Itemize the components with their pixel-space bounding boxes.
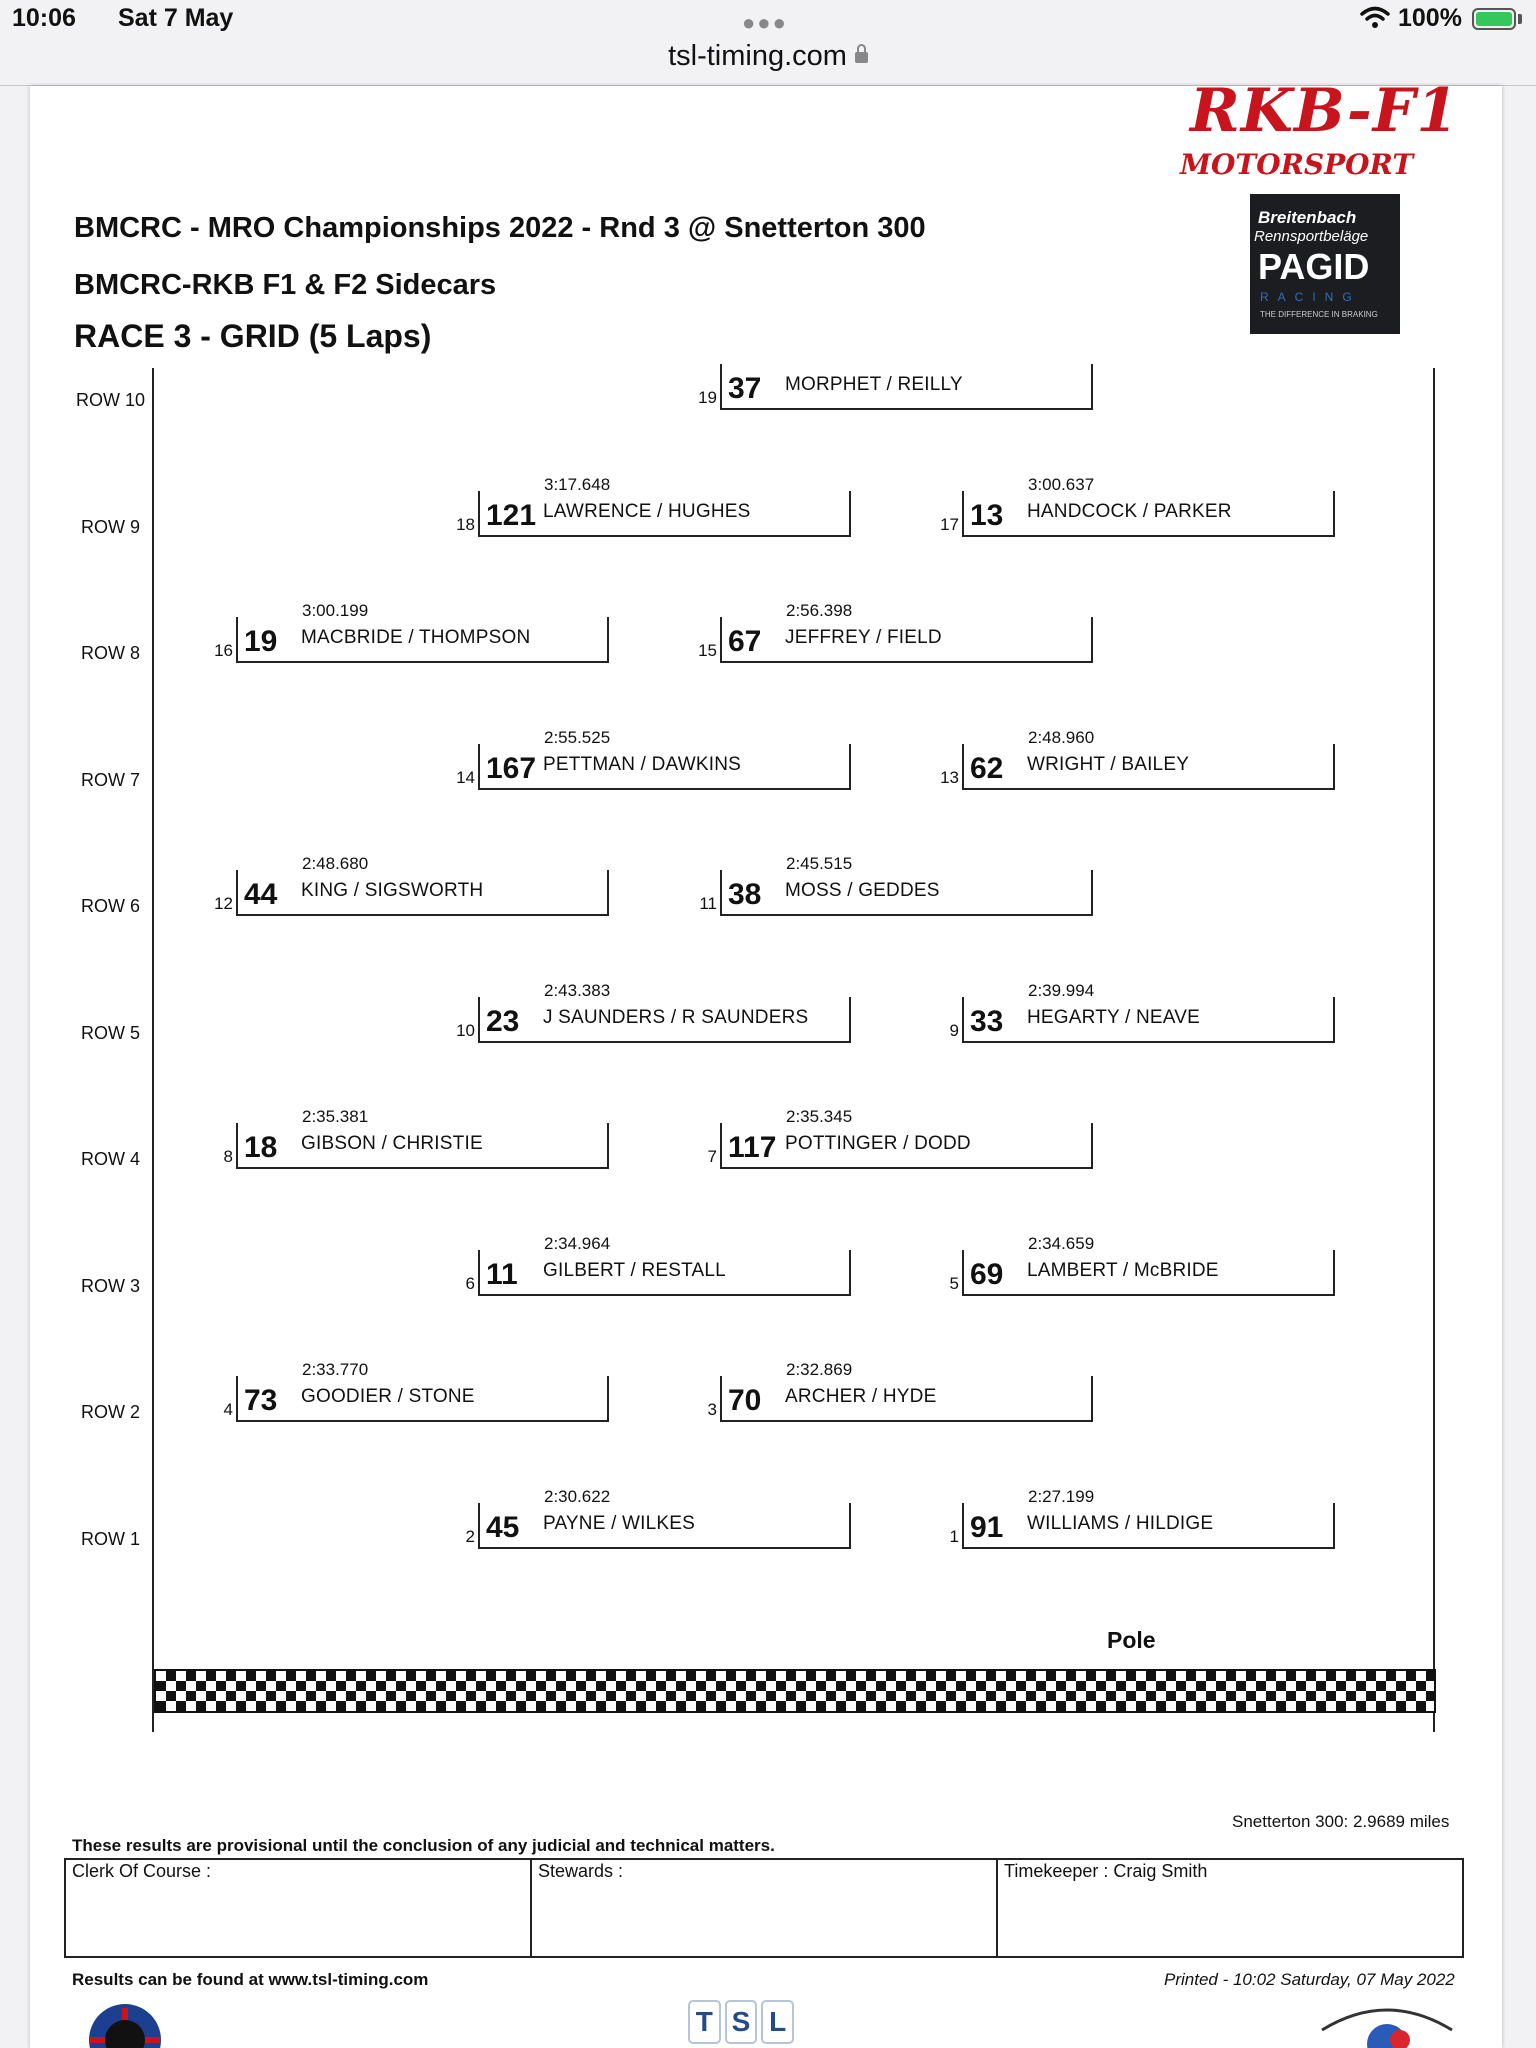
qualifying-time: 2:55.525 [544,727,611,747]
pole-label: Pole [1107,1627,1156,1653]
bmcrc-logo [70,2000,180,2048]
grid-position: 16 [214,641,233,660]
qualifying-time: 2:39.994 [1028,980,1095,1000]
grid-position: 12 [214,894,233,913]
race-number: 73 [244,1384,278,1417]
multitasking-dots-icon[interactable]: ●●● [742,10,788,35]
race-number: 62 [970,751,1004,785]
crew-names: WILLIAMS / HILDIGE [1027,1512,1214,1534]
crew-names: MACBRIDE / THOMPSON [301,627,531,648]
grid-slot [720,617,1093,663]
crew-names: MORPHET / REILLY [785,374,963,395]
timekeeper-cell: Timekeeper : Craig Smith [1004,1861,1208,1881]
race-number: 45 [486,1510,520,1544]
grid-position: 15 [698,641,717,660]
row-label: ROW 4 [81,1149,141,1169]
grid-slot [962,491,1335,537]
grid-slot [236,1376,609,1422]
crew-names: POTTINGER / DODD [785,1133,971,1154]
grid-position: 10 [456,1020,475,1040]
status-bar [0,0,1536,40]
class-title: BMCRC-RKB F1 & F2 Sidecars [74,269,497,301]
race-number: 70 [728,1384,762,1417]
officials-table [64,1858,1464,1958]
grid-position: 5 [949,1273,959,1293]
qualifying-time: 3:00.199 [302,601,369,620]
row-label: ROW 3 [81,1275,141,1296]
row-label: ROW 10 [76,390,146,410]
race-number: 91 [970,1510,1004,1544]
grid-position: 9 [949,1020,959,1040]
race-number: 38 [728,878,762,911]
race-number: 19 [244,625,278,658]
checkered-start-line [154,1669,1436,1713]
qualifying-time: 2:56.398 [786,601,853,620]
results-page [30,86,1502,2048]
qualifying-time: 2:43.383 [544,980,611,1000]
url-bar[interactable] [0,40,1536,86]
grid-slot [720,364,1093,410]
grid-position: 1 [949,1526,959,1546]
crew-names: GIBSON / CHRISTIE [301,1133,483,1154]
grid-position: 13 [940,767,959,787]
qualifying-time: 2:30.622 [544,1486,611,1506]
grid-position: 17 [940,514,959,534]
race-number: 69 [970,1257,1004,1291]
stewards-cell: Stewards : [532,1860,998,1956]
race-number: 11 [486,1257,518,1291]
grid-slot [236,870,609,916]
grid-position: 7 [707,1147,717,1166]
grid-position: 11 [699,894,717,913]
race-number: 117 [728,1131,777,1164]
race-number: 18 [244,1131,278,1164]
lock-icon [855,52,868,63]
grid-right-line [1433,368,1435,1732]
grid-left-line [152,368,154,1732]
status-time: 10:06 [12,4,76,32]
qualifying-time: 2:45.515 [786,854,853,873]
grid-slot [478,997,851,1043]
qualifying-time: 3:00.637 [1028,474,1095,494]
grid-slot [720,870,1093,916]
grid-position: 14 [456,767,475,787]
crew-names: J SAUNDERS / R SAUNDERS [543,1006,809,1028]
race-number: 33 [970,1004,1004,1038]
provisional-notice: These results are provisional until the conclusion of any judicial and technical matters. [72,1836,775,1855]
grid-slot [962,1503,1335,1549]
qualifying-time: 2:48.960 [1028,727,1095,747]
crew-names: PAYNE / WILKES [543,1512,696,1534]
row-label: ROW 6 [81,896,141,916]
qualifying-time: 2:34.659 [1028,1233,1095,1253]
event-title: BMCRC - MRO Championships 2022 - Rnd 3 @ Snetterton 300 [74,212,926,244]
grid-slot [478,1503,851,1549]
grid-position: 18 [456,514,475,534]
rkb-f1-logo: RKB-F1 MOTORSPORT [1180,86,1460,181]
grid-position: 6 [465,1273,475,1293]
printed-timestamp: Printed - 10:02 Saturday, 07 May 2022 [1164,1970,1455,1989]
grid-position: 3 [707,1400,717,1419]
row-label: ROW 9 [81,516,141,537]
row-label: ROW 2 [81,1402,141,1422]
row-label: ROW 7 [81,769,141,790]
race-number: 23 [486,1004,520,1038]
pagid-logo: Breitenbach Rennsportbeläge PAGID RACING THE DIFFERENCE IN BRAKING [1250,194,1400,334]
grid-position: 8 [223,1147,233,1166]
grid-position: 19 [698,388,717,407]
battery-cap [1518,14,1522,24]
grid-slot [236,617,609,663]
tsl-logo: T S L [688,2000,794,2044]
grid-slot [236,1123,609,1169]
crew-names: MOSS / GEDDES [785,880,940,901]
track-length: Snetterton 300: 2.9689 miles [1232,1812,1450,1831]
qualifying-time: 2:48.680 [302,854,369,873]
qualifying-time: 2:35.381 [302,1107,369,1126]
grid-slot [962,1250,1335,1296]
grid-slot [962,744,1335,790]
crew-names: JEFFREY / FIELD [785,627,942,648]
qualifying-time: 2:34.964 [544,1233,611,1253]
race-number: 67 [728,625,762,658]
crew-names: WRIGHT / BAILEY [1027,753,1190,775]
race-title: RACE 3 - GRID (5 Laps) [74,318,432,354]
race-number: 167 [486,751,537,785]
crew-names: LAMBERT / McBRIDE [1027,1259,1219,1281]
grid-slot [478,491,851,537]
race-number: 37 [728,372,762,405]
grid-slot [720,1376,1093,1422]
clerk-of-course-cell: Clerk Of Course : [66,1860,532,1956]
qualifying-time: 2:33.770 [302,1360,369,1379]
qualifying-time: 3:17.648 [544,474,611,494]
qualifying-time: 2:32.869 [786,1360,853,1379]
qualifying-time: 2:27.199 [1028,1486,1095,1506]
crew-names: KING / SIGSWORTH [301,880,484,901]
race-number: 121 [486,498,537,532]
battery-icon [1472,8,1516,30]
results-url: Results can be found at www.tsl-timing.com [72,1970,429,1989]
row-label: ROW 5 [81,1022,141,1043]
status-date: Sat 7 May [118,4,234,32]
race-number: 13 [970,498,1004,532]
grid-slot [962,997,1335,1043]
grid-slot [720,1123,1093,1169]
crew-names: GILBERT / RESTALL [543,1259,726,1281]
crew-names: PETTMAN / DAWKINS [543,753,741,775]
battery-percent: 100% [1398,4,1462,32]
row-label: ROW 8 [81,643,141,663]
crew-names: HEGARTY / NEAVE [1027,1006,1200,1028]
mro-logo [1312,2000,1462,2048]
grid-position: 2 [465,1526,475,1546]
race-number: 44 [244,878,278,911]
row-label: ROW 1 [81,1528,141,1549]
grid-slot [478,1250,851,1296]
crew-names: GOODIER / STONE [301,1386,475,1407]
wifi-icon [1360,6,1390,30]
url-text[interactable]: tsl-timing.com [668,40,847,72]
grid-position: 4 [223,1400,233,1419]
crew-names: LAWRENCE / HUGHES [543,500,751,522]
crew-names: HANDCOCK / PARKER [1027,500,1232,522]
grid-slot [478,744,851,790]
crew-names: ARCHER / HYDE [785,1386,937,1407]
qualifying-time: 2:35.345 [786,1107,853,1126]
